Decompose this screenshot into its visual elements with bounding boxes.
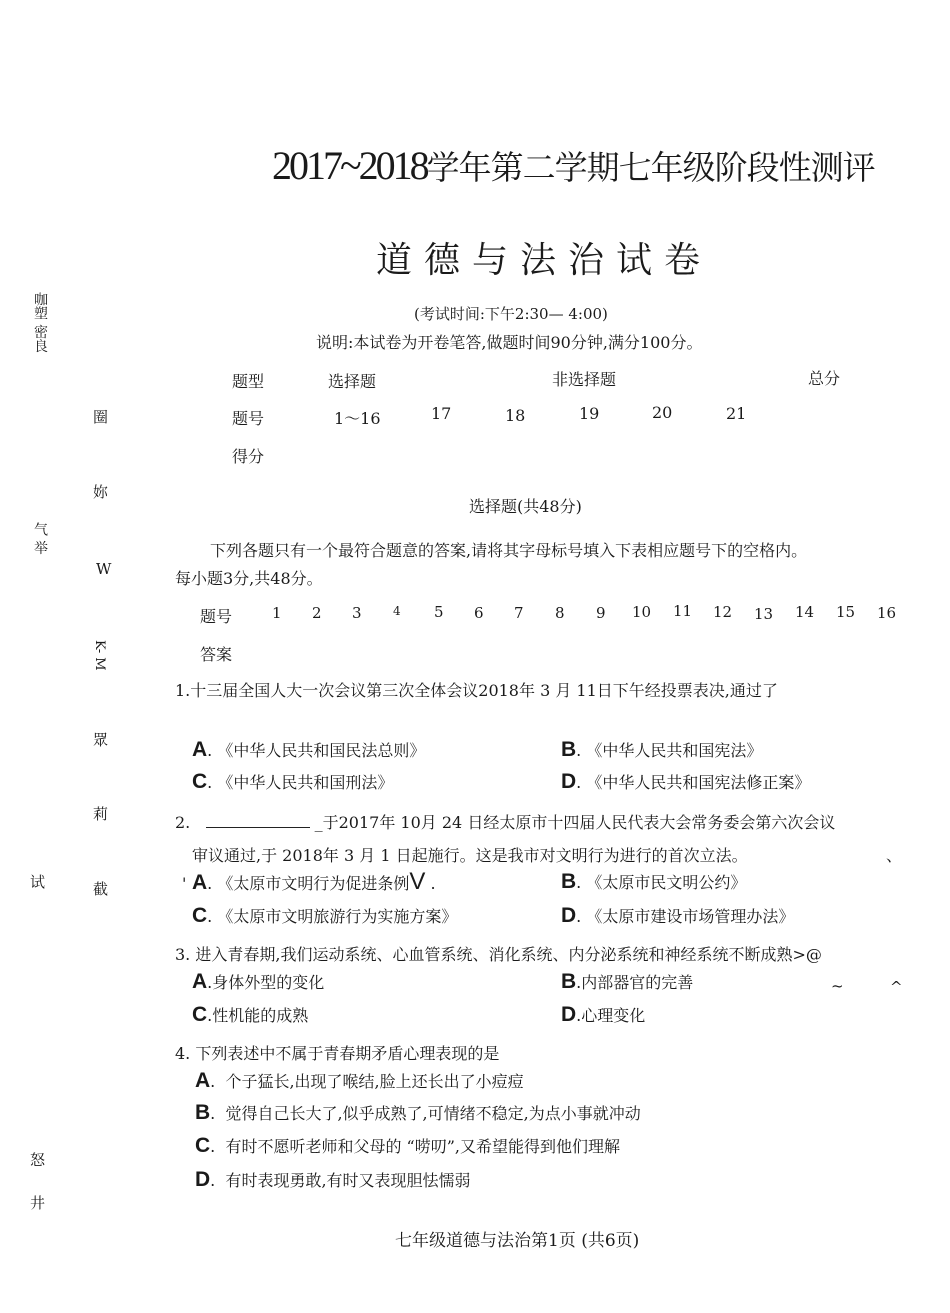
answer-grid-number: 7 [514, 604, 524, 622]
exam-time: (考试时间:下午2:30— 4:00) [414, 305, 608, 323]
side-mark: 咖塑 密良 [32, 292, 48, 353]
question-4-stem: 4. 下列表述中不属于青春期矛盾心理表现的是 [175, 1044, 500, 1063]
option-text: 性机能的成熟 [212, 1006, 309, 1025]
score-table-cell: 题型 [232, 372, 265, 391]
answer-grid-number: 15 [836, 603, 856, 621]
option-letter: B [195, 1101, 211, 1124]
answer-grid-number: 13 [754, 605, 774, 623]
question-number: 2. [175, 813, 191, 832]
score-table-cell: 18 [505, 406, 526, 425]
option-text: 个子猛长,出现了喉结,脸上还长出了小痘痘 [225, 1072, 524, 1091]
side-mark: 井 [30, 1194, 46, 1212]
question-3-option-a: A.身体外型的变化 [192, 970, 325, 993]
answer-grid-number: 6 [474, 604, 484, 622]
stray-mark: ^ [890, 978, 903, 996]
stray-mark: ' [182, 874, 187, 893]
side-mark: K- M [92, 640, 107, 671]
side-mark: 莉 [93, 805, 109, 823]
exam-year: 2017~2018 [272, 143, 427, 188]
question-2-stem-line2: 审议通过,于 2018年 3 月 1 日起施行。这是我市对文明行为进行的首次立法。 [192, 846, 748, 865]
answer-grid-number: 1 [272, 604, 282, 622]
question-1-option-b: B. 《中华人民共和国宪法》 [561, 738, 763, 761]
question-2-option-b: B. 《太原市民文明公约》 [561, 870, 747, 893]
option-text: 有时表现勇敢,有时又表现胆怯懦弱 [225, 1171, 471, 1190]
option-text: 《中华人民共和国宪法修正案》 [586, 773, 811, 792]
answer-grid-number: 16 [877, 604, 897, 622]
option-text: 心理变化 [581, 1006, 646, 1025]
answer-grid-number: 2 [312, 604, 322, 622]
question-3-option-d: D.心理变化 [561, 1003, 646, 1026]
option-letter: D [195, 1168, 211, 1191]
question-3-option-c: C.性机能的成熟 [192, 1003, 309, 1026]
question-1-option-c: C. 《中华人民共和国刑法》 [192, 770, 394, 793]
option-letter: C [192, 1003, 208, 1026]
side-mark: 截 [93, 880, 109, 898]
stray-mark: 、 [886, 846, 903, 865]
section-intro: 下列各题只有一个最符合题意的答案,请将其字母标号填入下表相应题号下的空格内。 [210, 541, 808, 560]
subject-title: 道德与法治试卷 [376, 240, 713, 281]
score-table-cell: 选择题 [328, 372, 377, 391]
side-mark: 妳 [93, 483, 109, 501]
page-footer: 七年级道德与法治第1页 (共6页) [395, 1231, 640, 1251]
answer-grid-label: 题号 [200, 607, 233, 626]
question-4-option-c: C. 有时不愿听老师和父母的 “唠叨”,又希望能得到他们理解 [195, 1134, 620, 1157]
option-letter: D [561, 770, 577, 793]
stray-mark: V [409, 868, 426, 895]
answer-grid-number: 8 [555, 604, 565, 622]
option-letter: A [192, 970, 208, 993]
answer-grid-number: 11 [673, 602, 693, 620]
side-mark: W [96, 560, 112, 578]
answer-grid-number: 12 [713, 603, 733, 621]
question-2-option-a: A. 《太原市文明行为促进条例V . [192, 868, 436, 895]
option-letter: C [195, 1134, 211, 1157]
score-table-cell: 20 [652, 403, 673, 422]
stray-mark: ~ [831, 977, 844, 995]
instructions: 说明:本试卷为开卷笔答,做题时间90分钟,满分100分。 [316, 333, 703, 352]
side-mark: 气 举 [32, 522, 48, 555]
question-3-stem: 3. 进入青春期,我们运动系统、心血管系统、消化系统、内分泌系统和神经系统不断成熟>@ [175, 945, 822, 964]
section-intro: 每小题3分,共48分。 [175, 569, 323, 588]
answer-grid-answer-label: 答案 [200, 645, 233, 664]
side-mark: 眾 [93, 731, 109, 749]
exam-title [272, 142, 875, 189]
question-3-option-b: B.内部器官的完善 [561, 970, 694, 993]
option-text: 内部器官的完善 [581, 973, 694, 992]
score-table-cell: 1～16 [334, 409, 381, 428]
answer-grid-number: 3 [352, 604, 362, 622]
option-text: 《太原市建设市场管理办法》 [586, 907, 795, 926]
option-letter: C [192, 904, 208, 927]
score-table-cell: 题号 [232, 409, 265, 428]
option-letter: A [192, 871, 208, 894]
option-letter: A [195, 1069, 211, 1092]
question-1-stem: 1.十三届全国人大一次会议第三次全体会议2018年 3 月 11日下午经投票表决,通过了 [175, 681, 778, 700]
option-text: 《太原市文明行为促进条例 [217, 874, 410, 893]
question-4-option-b: B. 觉得自己长大了,似乎成熟了,可情绪不稳定,为点小事就冲动 [195, 1101, 641, 1124]
option-letter: D [561, 1003, 577, 1026]
question-1-option-a: A. 《中华人民共和国民法总则》 [192, 738, 426, 761]
option-letter: C [192, 770, 208, 793]
side-mark: 试 [30, 873, 46, 891]
side-mark: 怒 [30, 1151, 46, 1169]
question-4-option-a: A. 个子猛长,出现了喉结,脸上还长出了小痘痘 [195, 1069, 524, 1092]
option-text: 觉得自己长大了,似乎成熟了,可情绪不稳定,为点小事就冲动 [225, 1104, 641, 1123]
score-table-cell: 非选择题 [552, 370, 617, 389]
answer-grid-number: 4 [393, 604, 401, 618]
question-4-option-d: D. 有时表现勇敢,有时又表现胆怯懦弱 [195, 1168, 471, 1191]
question-text: _于2017年 10月 24 日经太原市十四届人民代表大会常务委会第六次会议 [314, 813, 836, 832]
option-text: 《中华人民共和国民法总则》 [217, 741, 426, 760]
score-table-cell: 21 [726, 404, 747, 423]
question-1-option-d: D. 《中华人民共和国宪法修正案》 [561, 770, 811, 793]
score-table-cell: 19 [579, 404, 600, 423]
option-text: 《太原市文明旅游行为实施方案》 [217, 907, 458, 926]
answer-grid-number: 10 [632, 603, 652, 621]
option-letter: A [192, 738, 208, 761]
score-table-cell: 得分 [232, 447, 265, 466]
option-letter: B [561, 970, 577, 993]
answer-grid-number: 5 [434, 603, 444, 621]
question-2-option-d: D. 《太原市建设市场管理办法》 [561, 904, 795, 927]
option-text: 《太原市民文明公约》 [586, 873, 747, 892]
option-text: 《中华人民共和国宪法》 [586, 741, 763, 760]
option-text: 有时不愿听老师和父母的 “唠叨”,又希望能得到他们理解 [225, 1137, 620, 1156]
score-table-cell: 17 [431, 404, 452, 423]
stray-mark: . [430, 874, 436, 893]
option-text: 《中华人民共和国刑法》 [217, 773, 394, 792]
exam-title-text: 学年第二学期七年级阶段性测评 [426, 148, 875, 187]
option-letter: B [561, 738, 577, 761]
option-letter: D [561, 904, 577, 927]
section-title: 选择题(共48分) [469, 497, 582, 516]
option-text: 身体外型的变化 [212, 973, 325, 992]
question-2-option-c: C. 《太原市文明旅游行为实施方案》 [192, 904, 458, 927]
question-2-stem [175, 810, 835, 833]
option-letter: B [561, 870, 577, 893]
answer-blank [206, 813, 310, 828]
answer-grid-number: 14 [795, 603, 815, 621]
score-table-cell: 总分 [808, 369, 841, 388]
answer-grid-number: 9 [596, 604, 606, 622]
side-mark: 圈 [93, 408, 109, 426]
